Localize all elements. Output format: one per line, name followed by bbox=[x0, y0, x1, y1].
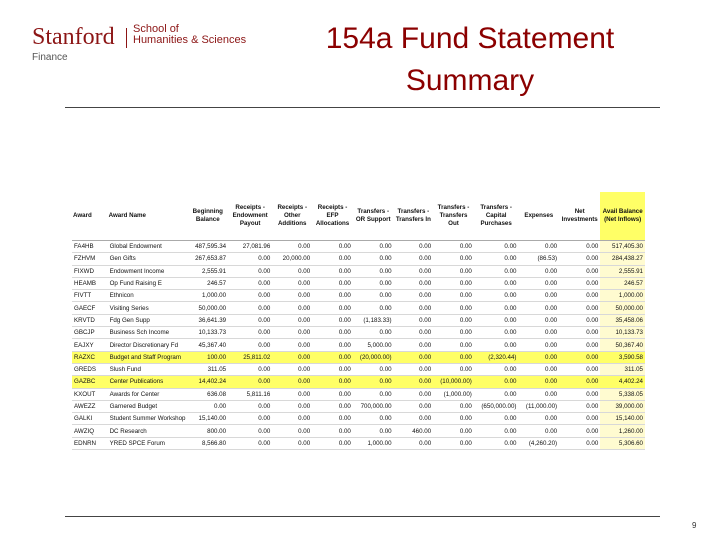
value-cell: 10,133.73 bbox=[600, 327, 645, 339]
value-cell: 0.00 bbox=[518, 290, 559, 302]
value-cell: 0.00 bbox=[272, 351, 312, 363]
fund-statement-table bbox=[72, 192, 645, 450]
value-cell: 0.00 bbox=[353, 413, 394, 425]
table-row bbox=[72, 277, 645, 289]
value-cell: 0.00 bbox=[353, 327, 394, 339]
value-cell: 0.00 bbox=[272, 388, 312, 400]
title-line1: 154a Fund Statement bbox=[325, 22, 615, 55]
value-cell: (20,000.00) bbox=[353, 351, 394, 363]
value-cell: 0.00 bbox=[272, 302, 312, 314]
value-cell: 0.00 bbox=[353, 302, 394, 314]
value-cell: 0.00 bbox=[474, 437, 519, 449]
value-cell: (10,000.00) bbox=[433, 376, 474, 388]
value-cell: (11,000.00) bbox=[518, 400, 559, 412]
value-cell: 0.00 bbox=[312, 425, 353, 437]
value-cell: 20,000.00 bbox=[272, 253, 312, 265]
value-cell: 5,306.60 bbox=[600, 437, 645, 449]
value-cell: 0.00 bbox=[312, 339, 353, 351]
award-name-cell: Awards for Center bbox=[108, 388, 188, 400]
value-cell: 0.00 bbox=[474, 327, 519, 339]
value-cell: 0.00 bbox=[474, 314, 519, 326]
value-cell: 0.00 bbox=[272, 437, 312, 449]
column-header: Transfers - Transfers Out bbox=[433, 192, 474, 241]
value-cell: 246.57 bbox=[600, 277, 645, 289]
value-cell: 35,458.06 bbox=[600, 314, 645, 326]
value-cell: 0.00 bbox=[559, 425, 600, 437]
value-cell: 4,402.24 bbox=[600, 376, 645, 388]
value-cell: 0.00 bbox=[518, 425, 559, 437]
value-cell: 487,595.34 bbox=[187, 241, 228, 253]
value-cell: 0.00 bbox=[518, 265, 559, 277]
value-cell: 0.00 bbox=[312, 351, 353, 363]
value-cell: 0.00 bbox=[559, 400, 600, 412]
table-row bbox=[72, 314, 645, 326]
value-cell: 0.00 bbox=[474, 241, 519, 253]
value-cell: 0.00 bbox=[228, 314, 272, 326]
value-cell: 0.00 bbox=[228, 400, 272, 412]
table-row bbox=[72, 376, 645, 388]
column-header: Receipts - EFP Allocations bbox=[312, 192, 353, 241]
value-cell: 0.00 bbox=[353, 388, 394, 400]
table-row bbox=[72, 302, 645, 314]
column-header: Transfers - OR Support bbox=[353, 192, 394, 241]
value-cell: 50,367.40 bbox=[600, 339, 645, 351]
value-cell: 0.00 bbox=[272, 290, 312, 302]
value-cell: 0.00 bbox=[312, 388, 353, 400]
value-cell: 0.00 bbox=[433, 253, 474, 265]
award-name-cell: Global Endowment bbox=[108, 241, 188, 253]
value-cell: 1,000.00 bbox=[353, 437, 394, 449]
value-cell: 0.00 bbox=[228, 302, 272, 314]
award-cell: GAZBC bbox=[72, 376, 108, 388]
value-cell: 0.00 bbox=[272, 376, 312, 388]
value-cell: 5,338.05 bbox=[600, 388, 645, 400]
table-row bbox=[72, 327, 645, 339]
award-name-cell: Slush Fund bbox=[108, 363, 188, 375]
award-name-cell: Op Fund Raising E bbox=[108, 277, 188, 289]
value-cell: 45,367.40 bbox=[187, 339, 228, 351]
award-cell: FA4HB bbox=[72, 241, 108, 253]
value-cell: 0.00 bbox=[394, 327, 434, 339]
table-row bbox=[72, 253, 645, 265]
value-cell: 0.00 bbox=[394, 290, 434, 302]
value-cell: 0.00 bbox=[433, 425, 474, 437]
value-cell: 0.00 bbox=[433, 277, 474, 289]
value-cell: 5,000.00 bbox=[353, 339, 394, 351]
value-cell: 0.00 bbox=[433, 413, 474, 425]
value-cell: 0.00 bbox=[559, 413, 600, 425]
value-cell: (86.53) bbox=[518, 253, 559, 265]
value-cell: 0.00 bbox=[518, 277, 559, 289]
award-cell: RAZXC bbox=[72, 351, 108, 363]
column-header: Transfers - Transfers In bbox=[394, 192, 434, 241]
table-row bbox=[72, 363, 645, 375]
value-cell: 1,000.00 bbox=[600, 290, 645, 302]
value-cell: 0.00 bbox=[272, 363, 312, 375]
value-cell: 0.00 bbox=[394, 376, 434, 388]
table-body bbox=[72, 241, 645, 450]
value-cell: 0.00 bbox=[559, 327, 600, 339]
value-cell: 1,000.00 bbox=[187, 290, 228, 302]
table-row bbox=[72, 241, 645, 253]
value-cell: 0.00 bbox=[394, 400, 434, 412]
value-cell: 0.00 bbox=[518, 302, 559, 314]
value-cell: 0.00 bbox=[228, 437, 272, 449]
award-name-cell: YRED SPCE Forum bbox=[108, 437, 188, 449]
value-cell: 0.00 bbox=[228, 327, 272, 339]
value-cell: 0.00 bbox=[272, 277, 312, 289]
value-cell: 0.00 bbox=[272, 314, 312, 326]
value-cell: 0.00 bbox=[559, 388, 600, 400]
value-cell: 0.00 bbox=[433, 351, 474, 363]
award-cell: EAJXY bbox=[72, 339, 108, 351]
value-cell: 15,140.00 bbox=[600, 413, 645, 425]
value-cell: 0.00 bbox=[312, 290, 353, 302]
value-cell: 0.00 bbox=[353, 363, 394, 375]
value-cell: 0.00 bbox=[559, 277, 600, 289]
value-cell: 25,811.02 bbox=[228, 351, 272, 363]
logo-divider bbox=[126, 28, 127, 48]
award-name-cell: Business Sch Income bbox=[108, 327, 188, 339]
value-cell: 0.00 bbox=[228, 425, 272, 437]
value-cell: 0.00 bbox=[394, 413, 434, 425]
table-row bbox=[72, 290, 645, 302]
bottom-divider bbox=[65, 516, 660, 517]
value-cell: 27,081.96 bbox=[228, 241, 272, 253]
award-name-cell: Ethnicon bbox=[108, 290, 188, 302]
value-cell: 0.00 bbox=[518, 314, 559, 326]
table-row bbox=[72, 425, 645, 437]
top-divider bbox=[65, 107, 660, 108]
value-cell: 0.00 bbox=[474, 277, 519, 289]
award-cell: KXOUT bbox=[72, 388, 108, 400]
value-cell: 0.00 bbox=[312, 413, 353, 425]
value-cell: 39,000.00 bbox=[600, 400, 645, 412]
value-cell: 311.05 bbox=[600, 363, 645, 375]
value-cell: 0.00 bbox=[474, 290, 519, 302]
value-cell: 0.00 bbox=[474, 339, 519, 351]
value-cell: 0.00 bbox=[474, 363, 519, 375]
value-cell: 0.00 bbox=[312, 265, 353, 277]
value-cell: 0.00 bbox=[228, 413, 272, 425]
column-header: Receipts - Other Additions bbox=[272, 192, 312, 241]
value-cell: 246.57 bbox=[187, 277, 228, 289]
value-cell: 0.00 bbox=[312, 437, 353, 449]
value-cell: 0.00 bbox=[433, 437, 474, 449]
award-cell: FZHVM bbox=[72, 253, 108, 265]
value-cell: 0.00 bbox=[433, 265, 474, 277]
award-name-cell: Director Discretionary Fd bbox=[108, 339, 188, 351]
value-cell: 0.00 bbox=[228, 253, 272, 265]
value-cell: 0.00 bbox=[272, 339, 312, 351]
value-cell: 0.00 bbox=[312, 253, 353, 265]
value-cell: 2,555.91 bbox=[187, 265, 228, 277]
value-cell: 0.00 bbox=[474, 413, 519, 425]
value-cell: 0.00 bbox=[353, 290, 394, 302]
value-cell: 5,811.16 bbox=[228, 388, 272, 400]
value-cell: 3,590.58 bbox=[600, 351, 645, 363]
value-cell: 0.00 bbox=[394, 253, 434, 265]
value-cell: (2,320.44) bbox=[474, 351, 519, 363]
value-cell: 0.00 bbox=[433, 241, 474, 253]
value-cell: 0.00 bbox=[394, 241, 434, 253]
value-cell: 0.00 bbox=[433, 327, 474, 339]
value-cell: 0.00 bbox=[228, 277, 272, 289]
logo-department bbox=[133, 24, 246, 46]
column-header: Award Name bbox=[108, 192, 188, 241]
value-cell: 0.00 bbox=[559, 265, 600, 277]
value-cell: 0.00 bbox=[474, 376, 519, 388]
value-cell: 0.00 bbox=[559, 290, 600, 302]
value-cell: 50,000.00 bbox=[600, 302, 645, 314]
page-number: 9 bbox=[692, 521, 697, 530]
value-cell: 0.00 bbox=[394, 302, 434, 314]
value-cell: 0.00 bbox=[433, 339, 474, 351]
award-cell: AWZIQ bbox=[72, 425, 108, 437]
award-cell: KRVTD bbox=[72, 314, 108, 326]
value-cell: 0.00 bbox=[394, 314, 434, 326]
value-cell: 0.00 bbox=[228, 290, 272, 302]
value-cell: 1,260.00 bbox=[600, 425, 645, 437]
column-header: Avail Balance (Net Inflows) bbox=[600, 192, 645, 241]
value-cell: 0.00 bbox=[433, 314, 474, 326]
value-cell: 0.00 bbox=[228, 339, 272, 351]
award-cell: GAECF bbox=[72, 302, 108, 314]
value-cell: 0.00 bbox=[518, 388, 559, 400]
column-header: Net Investments bbox=[559, 192, 600, 241]
table-row bbox=[72, 413, 645, 425]
logo-wordmark: Stanford bbox=[32, 24, 115, 50]
value-cell: 800.00 bbox=[187, 425, 228, 437]
value-cell: 517,405.30 bbox=[600, 241, 645, 253]
value-cell: 0.00 bbox=[353, 277, 394, 289]
table-row bbox=[72, 388, 645, 400]
table-row bbox=[72, 265, 645, 277]
value-cell: 0.00 bbox=[228, 265, 272, 277]
column-header: Beginning Balance bbox=[187, 192, 228, 241]
value-cell: 0.00 bbox=[312, 277, 353, 289]
value-cell: (650,000.00) bbox=[474, 400, 519, 412]
value-cell: 0.00 bbox=[187, 400, 228, 412]
value-cell: 267,653.87 bbox=[187, 253, 228, 265]
award-cell: GREDS bbox=[72, 363, 108, 375]
value-cell: 0.00 bbox=[559, 339, 600, 351]
value-cell: 36,641.39 bbox=[187, 314, 228, 326]
value-cell: 0.00 bbox=[272, 400, 312, 412]
value-cell: 0.00 bbox=[394, 363, 434, 375]
award-cell: FIVTT bbox=[72, 290, 108, 302]
value-cell: 0.00 bbox=[474, 302, 519, 314]
logo-dept-line1: School of bbox=[133, 23, 179, 35]
value-cell: 0.00 bbox=[559, 253, 600, 265]
award-cell: GALKI bbox=[72, 413, 108, 425]
table-row bbox=[72, 351, 645, 363]
value-cell: 700,000.00 bbox=[353, 400, 394, 412]
table-header-row bbox=[72, 192, 645, 241]
value-cell: 2,555.91 bbox=[600, 265, 645, 277]
value-cell: 0.00 bbox=[312, 363, 353, 375]
value-cell: 0.00 bbox=[312, 376, 353, 388]
value-cell: 0.00 bbox=[394, 437, 434, 449]
value-cell: 14,402.24 bbox=[187, 376, 228, 388]
award-cell: AWEZZ bbox=[72, 400, 108, 412]
value-cell: 0.00 bbox=[559, 351, 600, 363]
value-cell: 0.00 bbox=[228, 376, 272, 388]
value-cell: 0.00 bbox=[228, 363, 272, 375]
value-cell: 0.00 bbox=[394, 265, 434, 277]
value-cell: 0.00 bbox=[353, 425, 394, 437]
value-cell: 0.00 bbox=[559, 314, 600, 326]
value-cell: 0.00 bbox=[394, 388, 434, 400]
table-row bbox=[72, 437, 645, 449]
value-cell: 0.00 bbox=[394, 277, 434, 289]
value-cell: 0.00 bbox=[559, 437, 600, 449]
value-cell: 0.00 bbox=[353, 265, 394, 277]
value-cell: 0.00 bbox=[394, 351, 434, 363]
award-name-cell: Center Publications bbox=[108, 376, 188, 388]
value-cell: 0.00 bbox=[474, 388, 519, 400]
award-name-cell: Fdg Gen Supp bbox=[108, 314, 188, 326]
column-header: Expenses bbox=[518, 192, 559, 241]
value-cell: 0.00 bbox=[394, 339, 434, 351]
value-cell: 636.08 bbox=[187, 388, 228, 400]
value-cell: 0.00 bbox=[518, 327, 559, 339]
value-cell: 0.00 bbox=[312, 327, 353, 339]
value-cell: 0.00 bbox=[433, 400, 474, 412]
award-cell: GBCJP bbox=[72, 327, 108, 339]
value-cell: 0.00 bbox=[272, 265, 312, 277]
award-cell: FIXWD bbox=[72, 265, 108, 277]
award-name-cell: Budget and Staff Program bbox=[108, 351, 188, 363]
award-name-cell: Garnered Budget bbox=[108, 400, 188, 412]
value-cell: 460.00 bbox=[394, 425, 434, 437]
award-name-cell: DC Research bbox=[108, 425, 188, 437]
page-title bbox=[290, 18, 650, 102]
value-cell: 0.00 bbox=[433, 363, 474, 375]
award-name-cell: Gen Gifts bbox=[108, 253, 188, 265]
value-cell: 0.00 bbox=[518, 413, 559, 425]
value-cell: (4,260.20) bbox=[518, 437, 559, 449]
value-cell: (1,183.33) bbox=[353, 314, 394, 326]
award-name-cell: Visiting Series bbox=[108, 302, 188, 314]
column-header: Transfers - Capital Purchases bbox=[474, 192, 519, 241]
award-cell: HEAMB bbox=[72, 277, 108, 289]
value-cell: 0.00 bbox=[312, 314, 353, 326]
award-name-cell: Student Summer Workshop bbox=[108, 413, 188, 425]
value-cell: 0.00 bbox=[518, 339, 559, 351]
value-cell: 0.00 bbox=[518, 376, 559, 388]
column-header: Award bbox=[72, 192, 108, 241]
value-cell: 0.00 bbox=[312, 400, 353, 412]
value-cell: 311.05 bbox=[187, 363, 228, 375]
value-cell: 10,133.73 bbox=[187, 327, 228, 339]
title-line2: Summary bbox=[405, 64, 535, 97]
table-row bbox=[72, 339, 645, 351]
value-cell: 0.00 bbox=[312, 241, 353, 253]
value-cell: 15,140.00 bbox=[187, 413, 228, 425]
value-cell: 0.00 bbox=[518, 241, 559, 253]
logo-subtitle: Finance bbox=[32, 52, 68, 63]
value-cell: 50,000.00 bbox=[187, 302, 228, 314]
value-cell: 100.00 bbox=[187, 351, 228, 363]
value-cell: 284,438.27 bbox=[600, 253, 645, 265]
value-cell: 0.00 bbox=[272, 327, 312, 339]
value-cell: 0.00 bbox=[353, 376, 394, 388]
value-cell: 0.00 bbox=[474, 253, 519, 265]
logo-dept-line2: Humanities & Sciences bbox=[133, 34, 247, 46]
award-cell: EDNRN bbox=[72, 437, 108, 449]
value-cell: 0.00 bbox=[474, 265, 519, 277]
value-cell: 0.00 bbox=[559, 241, 600, 253]
value-cell: 0.00 bbox=[559, 302, 600, 314]
value-cell: 0.00 bbox=[433, 302, 474, 314]
table-row bbox=[72, 400, 645, 412]
value-cell: 8,566.80 bbox=[187, 437, 228, 449]
value-cell: 0.00 bbox=[559, 376, 600, 388]
value-cell: 0.00 bbox=[272, 425, 312, 437]
value-cell: 0.00 bbox=[353, 241, 394, 253]
value-cell: 0.00 bbox=[474, 425, 519, 437]
value-cell: 0.00 bbox=[353, 253, 394, 265]
value-cell: 0.00 bbox=[559, 363, 600, 375]
value-cell: 0.00 bbox=[518, 363, 559, 375]
value-cell: 0.00 bbox=[272, 413, 312, 425]
value-cell: 0.00 bbox=[272, 241, 312, 253]
value-cell: (1,000.00) bbox=[433, 388, 474, 400]
value-cell: 0.00 bbox=[312, 302, 353, 314]
value-cell: 0.00 bbox=[518, 351, 559, 363]
award-name-cell: Endowment Income bbox=[108, 265, 188, 277]
value-cell: 0.00 bbox=[433, 290, 474, 302]
column-header: Receipts - Endowment Payout bbox=[228, 192, 272, 241]
